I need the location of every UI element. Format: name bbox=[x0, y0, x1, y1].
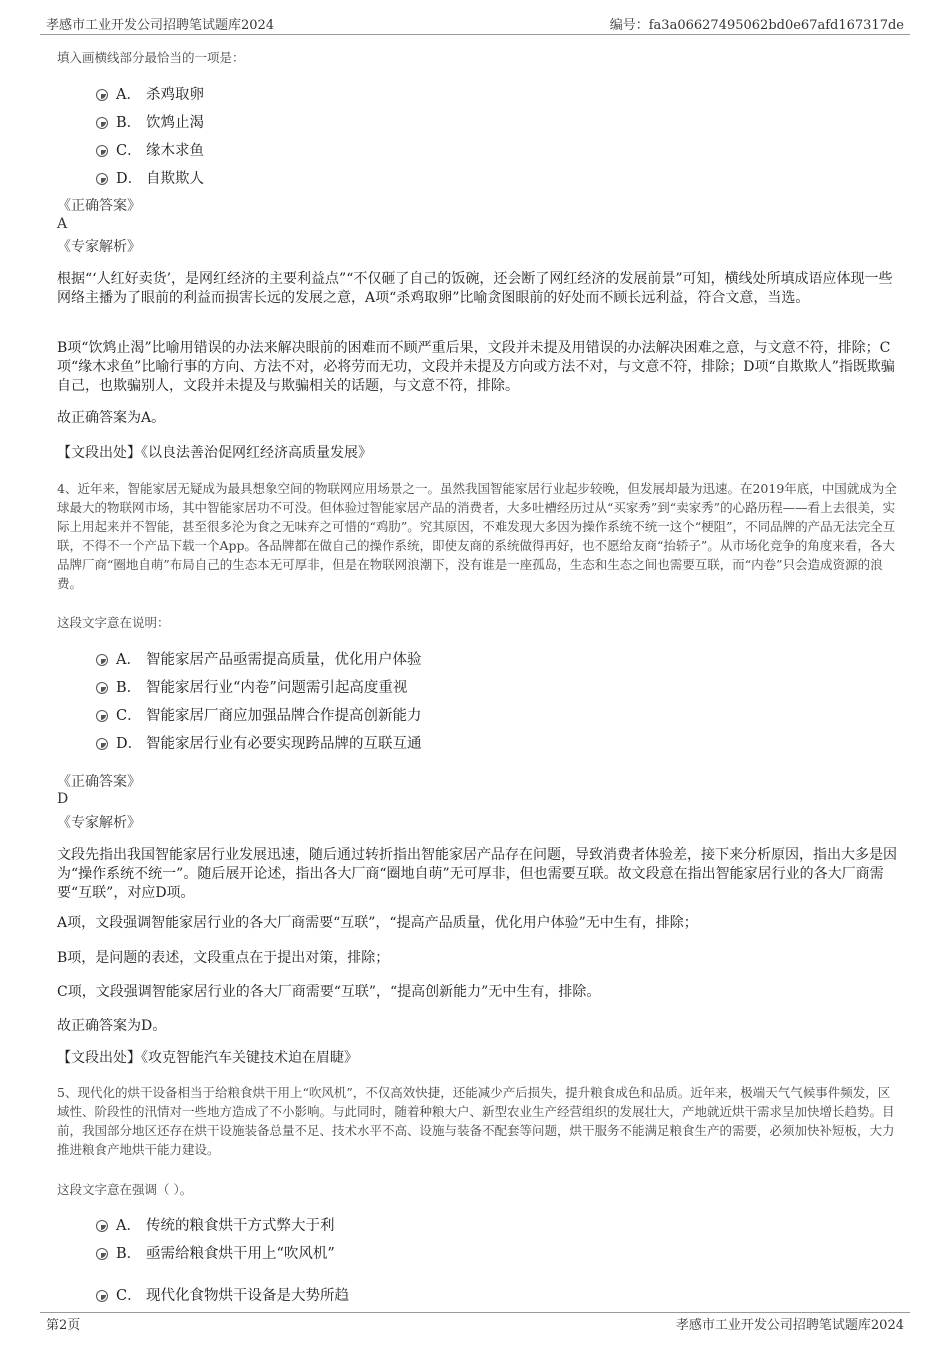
q3-source: 【文段出处】《以良法善治促网红经济高质量发展》 bbox=[57, 445, 372, 461]
radio-icon[interactable] bbox=[96, 117, 108, 129]
q5-option-c[interactable]: C． 现代化食物烘干设备是大势所趋 bbox=[96, 1284, 349, 1306]
radio-icon[interactable] bbox=[96, 1290, 108, 1302]
q4-answer: D bbox=[57, 791, 69, 807]
q3-option-d[interactable]: D． 自欺欺人 bbox=[96, 167, 204, 189]
q4-option-c[interactable]: C． 智能家居厂商应加强品牌合作提高创新能力 bbox=[96, 704, 422, 726]
q4-option-a[interactable]: A． 智能家居产品亟需提高质量，优化用户体验 bbox=[96, 648, 422, 670]
q3-answer-label: 《正确答案》 bbox=[57, 198, 141, 214]
q3-prompt: 填入画横线部分最恰当的一项是： bbox=[57, 50, 245, 65]
q5-option-b[interactable]: B． 亟需给粮食烘干用上“吹风机” bbox=[96, 1242, 335, 1264]
footer-title: 孝感市工业开发公司招聘笔试题库2024 bbox=[675, 1318, 904, 1333]
q4-analysis-4: C项，文段强调智能家居行业的各大厂商需要“互联”，“提高创新能力”无中生有，排除。 bbox=[57, 984, 601, 1000]
q5-passage: 5、现代化的烘干设备相当于给粮食烘干用上“吹风机”，不仅高效快捷，还能减少产后损失，提升粮食成色和品质。近年来，极端天气气候事件频发，区域性、阶段性的汛情对一些地方造成了不小影响。与此同时，随着种粮大户、新型农业生产经营组织的发展壮大，产地就近烘干需求呈加快增长趋势。目前，我国部分地区还存在烘干设施装备总量不足、技术水平不高、设施与装备不配套等问题，烘干服务不能满足粮食生产的需要，必须加快补短板，大力推进粮食产地烘干能力建设。 bbox=[57, 1085, 895, 1157]
q4-analysis-2: A项，文段强调智能家居行业的各大厂商需要“互联”，“提高产品质量，优化用户体验”无中生有，排除； bbox=[57, 915, 698, 931]
radio-icon[interactable] bbox=[96, 1220, 108, 1232]
q4-option-d[interactable]: D． 智能家居行业有必要实现跨品牌的互联互通 bbox=[96, 732, 422, 754]
q4-analysis-1: 文段先指出我国智能家居行业发展迅速，随后通过转折指出智能家居产品存在问题，导致消费者体验差，接下来分析原因，指出大多是因为“操作系统不统一”。随后展开论述，指出各大厂商“圈地自萌”无可厚非，但也需要互联。故文段意在指出智能家居行业的各大厂商需要“互联”，对应D项。 bbox=[57, 847, 897, 901]
q4-option-b[interactable]: B． 智能家居行业“内卷”问题需引起高度重视 bbox=[96, 676, 407, 698]
q5-prompt: 这段文字意在强调（ ）。 bbox=[57, 1182, 193, 1197]
page-header bbox=[0, 0, 950, 36]
q3-option-a[interactable]: A． 杀鸡取卵 bbox=[96, 83, 204, 105]
header-divider bbox=[40, 34, 910, 35]
radio-icon[interactable] bbox=[96, 89, 108, 101]
radio-icon[interactable] bbox=[96, 710, 108, 722]
header-doc-id: 编号：fa3a06627495062bd0e67afd167317de bbox=[609, 18, 904, 33]
q4-analysis-5: 故正确答案为D。 bbox=[57, 1018, 167, 1034]
q4-analysis-label: 《专家解析》 bbox=[57, 815, 141, 831]
radio-icon[interactable] bbox=[96, 738, 108, 750]
q4-source: 【文段出处】《攻克智能汽车关键技术迫在眉睫》 bbox=[57, 1050, 358, 1066]
radio-icon[interactable] bbox=[96, 173, 108, 185]
q3-option-b[interactable]: B． 饮鸩止渴 bbox=[96, 111, 204, 133]
radio-icon[interactable] bbox=[96, 1248, 108, 1260]
radio-icon[interactable] bbox=[96, 654, 108, 666]
q3-option-c[interactable]: C． 缘木求鱼 bbox=[96, 139, 204, 161]
q4-analysis-3: B项，是问题的表述，文段重点在于提出对策，排除； bbox=[57, 950, 390, 966]
q4-prompt: 这段文字意在说明： bbox=[57, 615, 170, 630]
radio-icon[interactable] bbox=[96, 682, 108, 694]
q5-option-a[interactable]: A． 传统的粮食烘干方式弊大于利 bbox=[96, 1214, 335, 1236]
q3-analysis-label: 《专家解析》 bbox=[57, 239, 141, 255]
footer-divider bbox=[40, 1312, 910, 1313]
q4-passage: 4、近年来，智能家居无疑成为最具想象空间的物联网应用场景之一。虽然我国智能家居行业起步较晚，但发展却最为迅速。在2019年底，中国就成为全球最大的物联网市场，其中智能家居功不可没。但体验过智能家居产品的消费者，大多吐槽经历过从“买家秀”到“卖家秀”的心路历程——看上去很美，实际上用起来并不智能，甚至很多沦为食之无味弃之可惜的“鸡肋”。究其原因，不难发现大多因为操作系统不统一这个“梗阻”，不同品牌的产品无法完全互联，不得不一个产品下载一个App。各品牌都在做自己的操作系统，即使友商的系统做得再好，也不愿给友商“抬轿子”。从市场化竞争的角度来看，各大品牌厂商“圈地自萌”布局自己的生态本无可厚非，但是在物联网浪潮下，没有谁是一座孤岛，生态和生态之间也需要互联，而“内卷”只会造成资源的浪费。 bbox=[57, 481, 897, 591]
q4-answer-label: 《正确答案》 bbox=[57, 774, 141, 790]
footer-page-number: 第2页 bbox=[46, 1318, 81, 1333]
header-title: 孝感市工业开发公司招聘笔试题库2024 bbox=[46, 18, 275, 33]
q3-analysis-1: 根据“‘人红好卖货’，是网红经济的主要利益点”“不仅砸了自己的饭碗，还会断了网红经济的发展前景”可知，横线处所填成语应体现一些网络主播为了眼前的利益而损害长远的发展之意，A项“杀鸡取卵”比喻贪图眼前的好处而不顾长远利益，符合文意，当选。 bbox=[57, 271, 893, 306]
q3-analysis-3: 故正确答案为A。 bbox=[57, 410, 166, 426]
q3-answer: A bbox=[57, 216, 68, 232]
radio-icon[interactable] bbox=[96, 145, 108, 157]
q3-analysis-2: B项“饮鸩止渴”比喻用错误的办法来解决眼前的困难而不顾严重后果，文段并未提及用错误的办法解决困难之意，与文意不符，排除；C项“缘木求鱼”比喻行事的方向、方法不对，必将劳而无功，文段并未提及方向或方法不对，与文意不符，排除；D项“自欺欺人”指既欺骗自己，也欺骗别人，文段并未提及与欺骗相关的话题，与文意不符，排除。 bbox=[57, 340, 895, 394]
